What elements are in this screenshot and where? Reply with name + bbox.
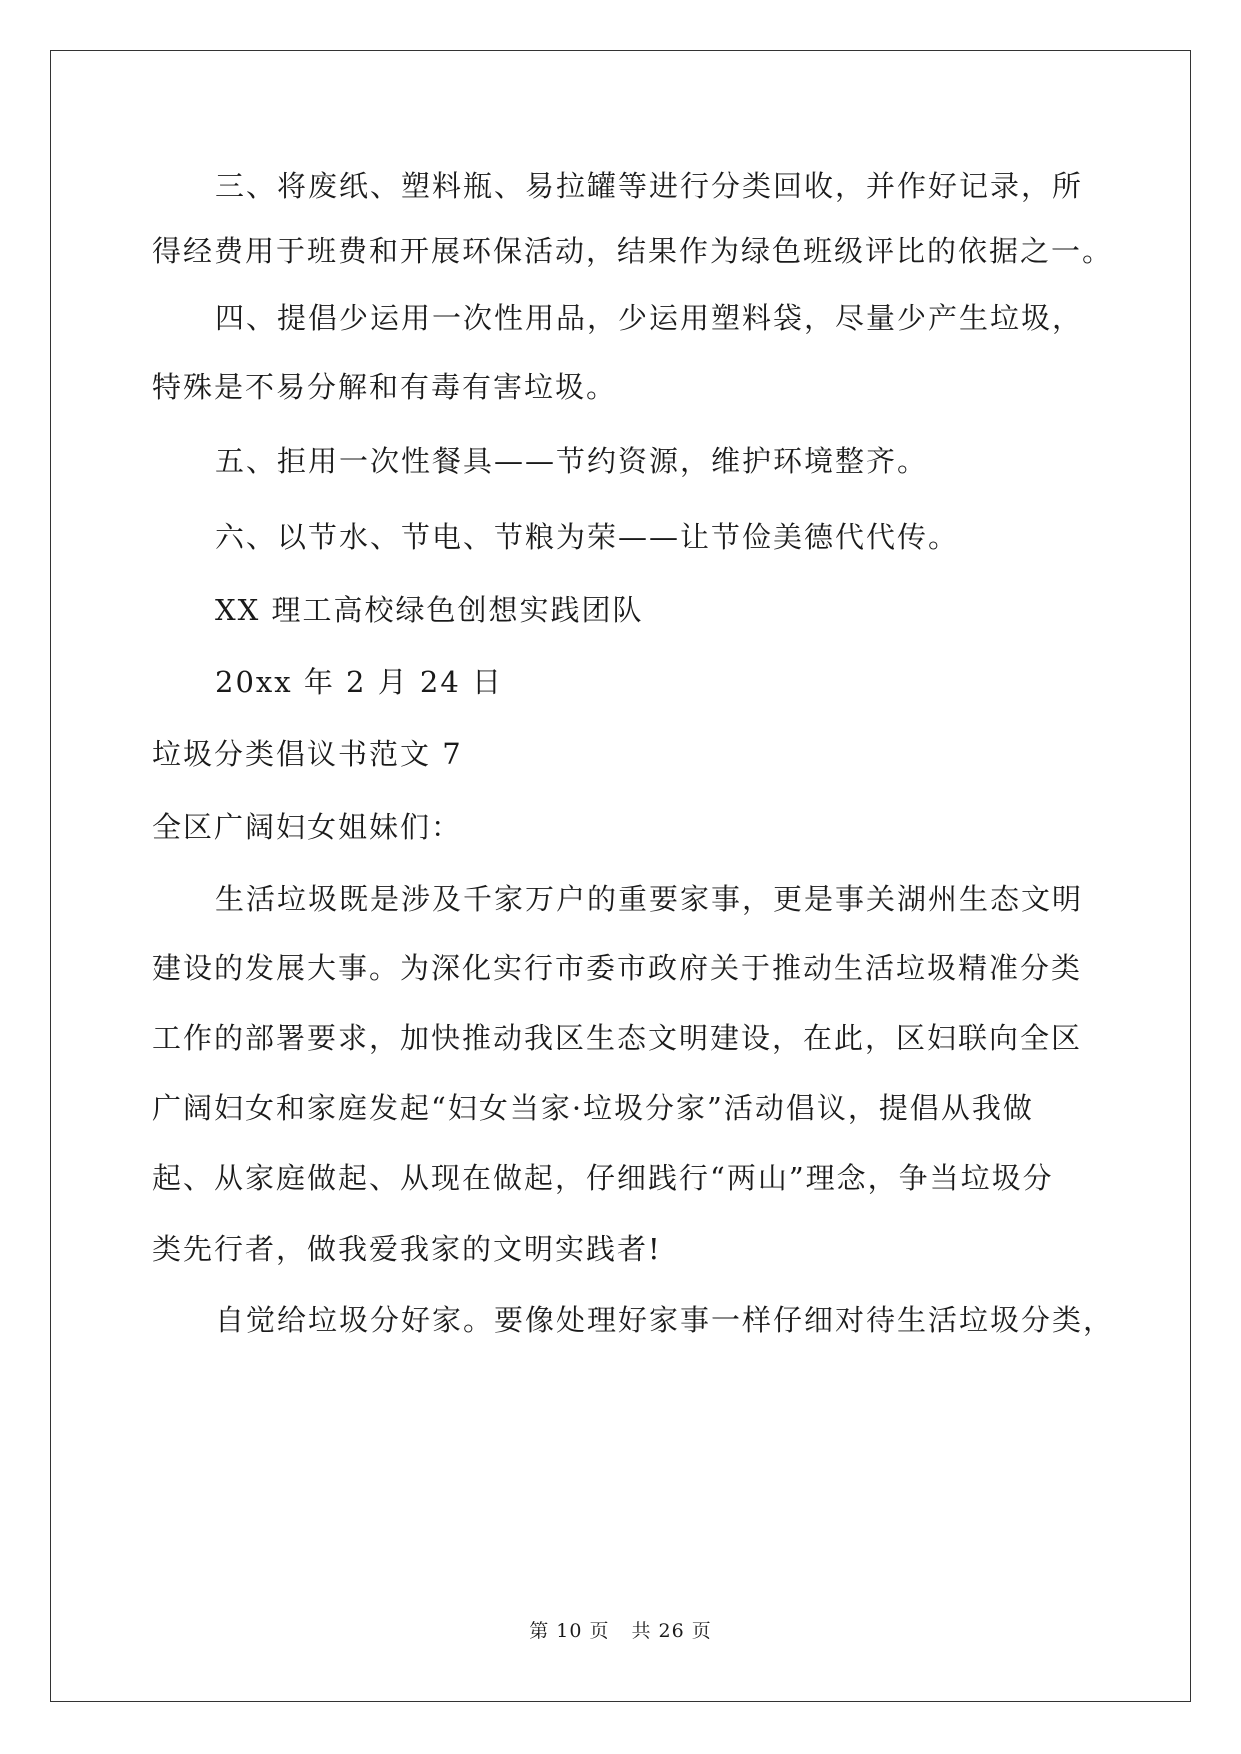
salutation: 全区广阔妇女姐妹们： [152, 810, 463, 844]
paragraph-line: 得经费用于班费和开展环保活动，结果作为绿色班级评比的依据之一。 [152, 234, 1114, 268]
paragraph-line: 六、以节水、节电、节粮为荣——让节俭美德代代传。 [215, 520, 960, 554]
paragraph-line: 起、从家庭做起、从现在做起，仔细践行“两山”理念，争当垃圾分 [152, 1161, 1054, 1195]
paragraph-line: 类先行者，做我爱我家的文明实践者! [152, 1232, 662, 1266]
signature-date: 20xx 年 2 月 24 日 [215, 665, 504, 699]
paragraph-line: 五、拒用一次性餐具——节约资源，维护环境整齐。 [215, 444, 929, 478]
signature-team: XX 理工高校绿色创想实践团队 [215, 593, 644, 627]
paragraph-line: 三、将废纸、塑料瓶、易拉罐等进行分类回收，并作好记录，所 [215, 169, 1084, 203]
paragraph-line: 自觉给垃圾分好家。要像处理好家事一样仔细对待生活垃圾分类， [215, 1303, 1115, 1337]
paragraph-line: 工作的部署要求，加快推动我区生态文明建设，在此，区妇联向全区 [152, 1021, 1083, 1055]
paragraph-line: 广阔妇女和家庭发起“妇女当家·垃圾分家”活动倡议，提倡从我做 [152, 1091, 1034, 1125]
section-title: 垃圾分类倡议书范文 7 [152, 737, 463, 771]
paragraph-line: 四、提倡少运用一次性用品，少运用塑料袋，尽量少产生垃圾， [215, 301, 1084, 335]
page-total: 共 26 页 [631, 1620, 712, 1642]
page-footer [0, 1616, 1241, 1643]
paragraph-line: 生活垃圾既是涉及千家万户的重要家事，更是事关湖州生态文明 [215, 882, 1084, 916]
paragraph-line: 特殊是不易分解和有毒有害垃圾。 [152, 370, 618, 404]
paragraph-line: 建设的发展大事。为深化实行市委市政府关于推动生活垃圾精准分类 [152, 951, 1083, 985]
page-number: 第 10 页 [529, 1620, 610, 1642]
